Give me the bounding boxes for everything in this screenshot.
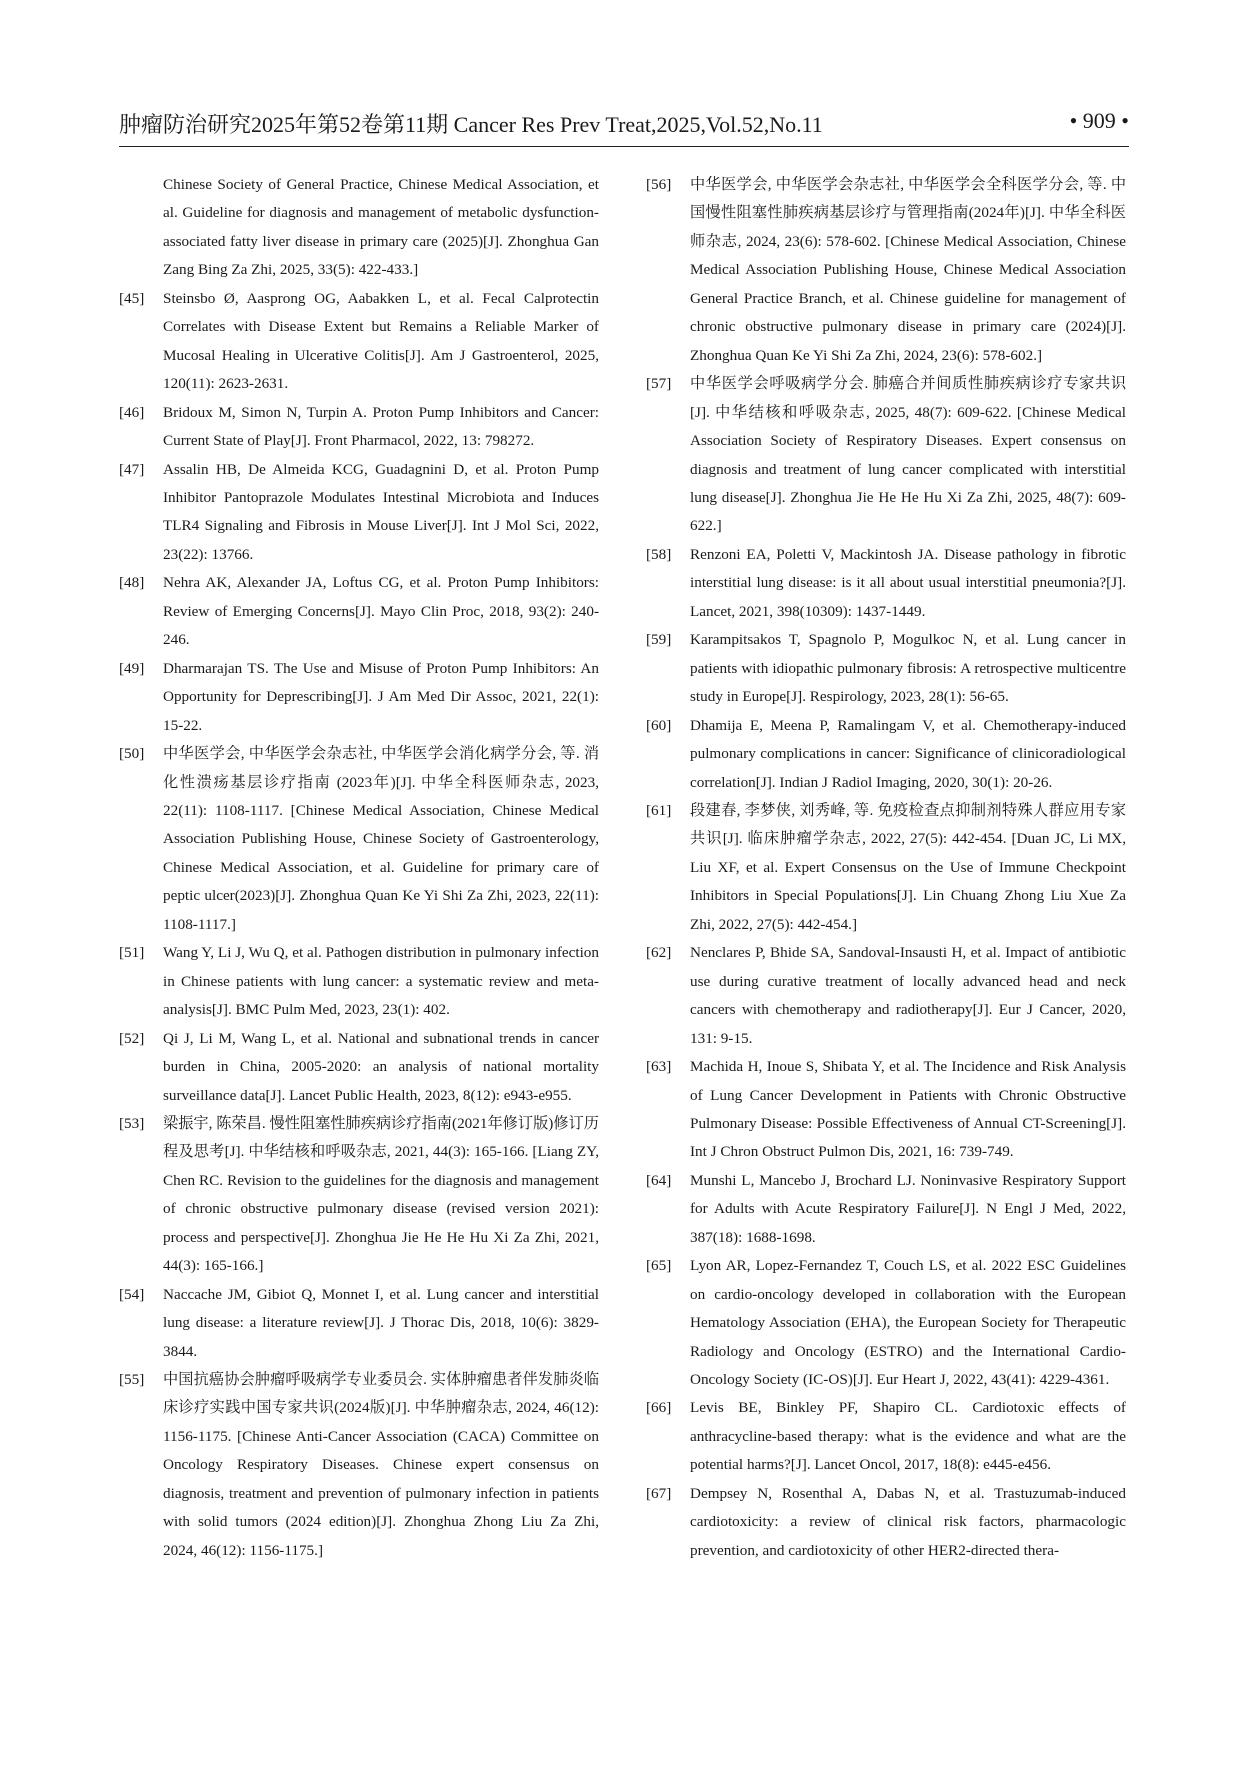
reference-item [119,1281,599,1366]
reference-text: Levis BE, Binkley PF, Shapiro CL. Cardiotoxic effects of anthracycline-based therapy: what is the evidence and what are the potential harms?[J]. Lancet Oncol, 2017, 18(8): e445-e456. [690,1399,1126,1474]
reference-text: Nenclares P, Bhide SA, Sandoval-Insausti H, et al. Impact of antibiotic use during curative treatment of locally advanced head and neck cancers with chemotherapy and radiotherapy[J]. Eur J Cancer, 2020, 131: 9-15. [690,944,1126,1047]
reference-item [646,370,1126,541]
journal-title: 肿瘤防治研究2025年第52卷第11期 Cancer Res Prev Treat,2025,Vol.52,No.11 [119,112,823,137]
reference-item [119,171,599,285]
reference-number: [66] [646,1399,672,1417]
reference-item [119,1366,599,1565]
reference-number: [59] [646,631,672,649]
reference-number: [54] [119,1285,145,1303]
reference-number: [51] [119,944,145,962]
reference-number: [50] [119,745,145,763]
reference-item [646,797,1126,939]
running-header [119,108,1129,142]
reference-number: [46] [119,403,145,421]
reference-text: 段建春, 李梦侠, 刘秀峰, 等. 免疫检查点抑制剂特殊人群应用专家共识[J]. 临床肿瘤学杂志, 2022, 27(5): 442-454. [Duan JC, Li MX, Liu XF, et al. Expert Consensus on the Use of Immune Checkpoint Inhibitors in Special Populations[J]. Lin Chuang Zhong Liu Xue Za Zhi, 2022, 27(5): 442-454.] [690,801,1126,933]
reference-item [119,456,599,570]
reference-number: [63] [646,1058,672,1076]
reference-item [119,399,599,456]
reference-text: Nehra AK, Alexander JA, Loftus CG, et al. Proton Pump Inhibitors: Review of Emerging Concerns[J]. Mayo Clin Proc, 2018, 93(2): 240-246. [163,574,599,649]
reference-number: [49] [119,659,145,677]
reference-text: Dhamija E, Meena P, Ramalingam V, et al. Chemotherapy-induced pulmonary complications in cancer: Significance of clinicoradiological correlation[J]. Indian J Radiol Imaging, 2020, 30(1): 20-26. [690,716,1126,791]
reference-item [646,1480,1126,1565]
reference-number: [60] [646,716,672,734]
reference-text: Assalin HB, De Almeida KCG, Guadagnini D, et al. Proton Pump Inhibitor Pantoprazole Modulates Intestinal Microbiota and Induces TLR4 Signaling and Fibrosis in Mouse Liver[J]. Int J Mol Sci, 2022, 23(22): 13766. [163,460,599,563]
reference-item [119,939,599,1024]
header-rule [119,146,1129,147]
reference-item [646,541,1126,626]
reference-text: 中华医学会呼吸病学分会. 肺癌合并间质性肺疾病诊疗专家共识[J]. 中华结核和呼吸杂志, 2025, 48(7): 609-622. [Chinese Medical Association Society of Respiratory Diseases. Expert consensus on diagnosis and treatment of lung cancer complicated with interstitial lung disease[J]. Zhonghua Jie He He Hu Xi Za Zhi, 2025, 48(7): 609-622.] [690,375,1126,535]
reference-number: [55] [119,1371,145,1389]
reference-item [119,569,599,654]
reference-item [119,285,599,399]
reference-number: [64] [646,1171,672,1189]
reference-item [646,712,1126,797]
reference-number: [61] [646,801,672,819]
reference-item [119,655,599,740]
reference-item [646,1252,1126,1394]
reference-item [646,1053,1126,1167]
reference-number: [47] [119,460,145,478]
reference-text: Lyon AR, Lopez-Fernandez T, Couch LS, et al. 2022 ESC Guidelines on cardio-oncology developed in collaboration with the European Hematology Association (EHA), the European Society for Therapeutic Radiology and Oncology (ESTRO) and the International Cardio-Oncology Society (IC-OS)[J]. Eur Heart J, 2022, 43(41): 4229-4361. [690,1257,1126,1389]
reference-text: Wang Y, Li J, Wu Q, et al. Pathogen distribution in pulmonary infection in Chinese patients with lung cancer: a systematic review and meta-analysis[J]. BMC Pulm Med, 2023, 23(1): 402. [163,944,599,1019]
reference-text: 梁振宇, 陈荣昌. 慢性阻塞性肺疾病诊疗指南(2021年修订版)修订历程及思考[J]. 中华结核和呼吸杂志, 2021, 44(3): 165-166. [Liang ZY, Chen RC. Revision to the guidelines for the diagnosis and management of chronic obstructive pulmonary disease (revised version 2021): process and perspective[J]. Zhonghua Jie He He Hu Xi Za Zhi, 2021, 44(3): 165-166.] [163,1114,599,1275]
reference-text: 中华医学会, 中华医学会杂志社, 中华医学会消化病学分会, 等. 消化性溃疡基层诊疗指南 (2023年)[J]. 中华全科医师杂志, 2023, 22(11): 1108-1117. [Chinese Medical Association, Chinese Medical Association Publishing House, Chinese Society of Gastroenterology, Chinese Medical Association, et al. Guideline for primary care of peptic ulcer(2023)[J]. Zhonghua Quan Ke Yi Shi Za Zhi, 2023, 22(11): 1108-1117.] [163,745,599,933]
reference-text: Machida H, Inoue S, Shibata Y, et al. The Incidence and Risk Analysis of Lung Cancer Development in Patients with Chronic Obstructive Pulmonary Disease: Possible Effectiveness of Annual CT-Screening[J]. Int J Chron Obstruct Pulmon Dis, 2021, 16: 739-749. [690,1058,1126,1161]
reference-text: Steinsbo Ø, Aasprong OG, Aabakken L, et al. Fecal Calprotectin Correlates with Disease Extent but Remains a Reliable Marker of Mucosal Healing in Ulcerative Colitis[J]. Am J Gastroenterol, 2025, 120(11): 2623-2631. [163,289,599,393]
reference-number: [56] [646,176,672,193]
reference-item [119,1025,599,1110]
reference-item [646,1167,1126,1252]
reference-item [646,626,1126,711]
reference-column-right [646,171,1126,1565]
reference-number: [52] [119,1029,145,1047]
reference-item [646,939,1126,1053]
reference-text: Chinese Society of General Practice, Chinese Medical Association, et al. Guideline for diagnosis and management of metabolic dysfunction-associated fatty liver disease in primary care (2025)[J]. Zhonghua Gan Zang Bing Za Zhi, 2025, 33(5): 422-433.] [163,176,599,279]
reference-number: [62] [646,944,672,962]
reference-number: [53] [119,1114,145,1132]
reference-text: Naccache JM, Gibiot Q, Monnet I, et al. Lung cancer and interstitial lung disease: a literature review[J]. J Thorac Dis, 2018, 10(6): 3829-3844. [163,1285,599,1360]
reference-text: Renzoni EA, Poletti V, Mackintosh JA. Disease pathology in fibrotic interstitial lung disease: is it all about usual interstitial pneumonia?[J]. Lancet, 2021, 398(10309): 1437-1449. [690,545,1126,620]
reference-number: [58] [646,545,672,563]
reference-text: Dempsey N, Rosenthal A, Dabas N, et al. Trastuzumab-induced cardiotoxicity: a review of clinical risk factors, pharmacologic prevention, and cardiotoxicity of other HER2-directed thera- [690,1484,1126,1559]
reference-item [119,1110,599,1281]
reference-text: Karampitsakos T, Spagnolo P, Mogulkoc N, et al. Lung cancer in patients with idiopathic pulmonary fibrosis: A retrospective multicentre study in Europe[J]. Respirology, 2023, 28(1): 56-65. [690,631,1126,706]
reference-item [119,740,599,939]
reference-item [646,1394,1126,1479]
reference-number: [45] [119,289,145,307]
reference-number: [57] [646,375,672,393]
page-number: • 909 • [1069,108,1129,133]
reference-number: [48] [119,574,145,592]
reference-text: Dharmarajan TS. The Use and Misuse of Proton Pump Inhibitors: An Opportunity for Deprescribing[J]. J Am Med Dir Assoc, 2021, 22(1): 15-22. [163,659,599,734]
reference-item [646,171,1126,370]
reference-text: 中华医学会, 中华医学会杂志社, 中华医学会全科医学分会, 等. 中国慢性阻塞性肺疾病基层诊疗与管理指南(2024年)[J]. 中华全科医师杂志, 2024, 23(6): 578-602. [Chinese Medical Association, Chinese Medical Association Publishing House, Chinese Medical Association General Practice Branch, et al. Chinese guideline for management of chronic obstructive pulmonary disease in primary care (2024)[J]. Zhonghua Quan Ke Yi Shi Za Zhi, 2024, 23(6): 578-602.] [690,176,1126,364]
reference-text: Qi J, Li M, Wang L, et al. National and subnational trends in cancer burden in China, 2005-2020: an analysis of national mortality surveillance data[J]. Lancet Public Health, 2023, 8(12): e943-e955. [163,1029,599,1104]
reference-text: Bridoux M, Simon N, Turpin A. Proton Pump Inhibitors and Cancer: Current State of Play[J]. Front Pharmacol, 2022, 13: 798272. [163,403,599,450]
reference-number: [67] [646,1484,672,1502]
reference-text: Munshi L, Mancebo J, Brochard LJ. Noninvasive Respiratory Support for Adults with Acute Respiratory Failure[J]. N Engl J Med, 2022, 387(18): 1688-1698. [690,1171,1126,1246]
reference-text: 中国抗癌协会肿瘤呼吸病学专业委员会. 实体肿瘤患者伴发肺炎临床诊疗实践中国专家共识(2024版)[J]. 中华肿瘤杂志, 2024, 46(12): 1156-1175. [Chinese Anti-Cancer Association (CACA) Committee on Oncology Respiratory Diseases. Chinese expert consensus on diagnosis, treatment and prevention of pulmonary infection in patients with solid tumors (2024 edition)[J]. Zhonghua Zhong Liu Za Zhi, 2024, 46(12): 1156-1175.] [163,1371,600,1559]
reference-column-left [119,171,599,1565]
reference-number: [65] [646,1257,672,1275]
